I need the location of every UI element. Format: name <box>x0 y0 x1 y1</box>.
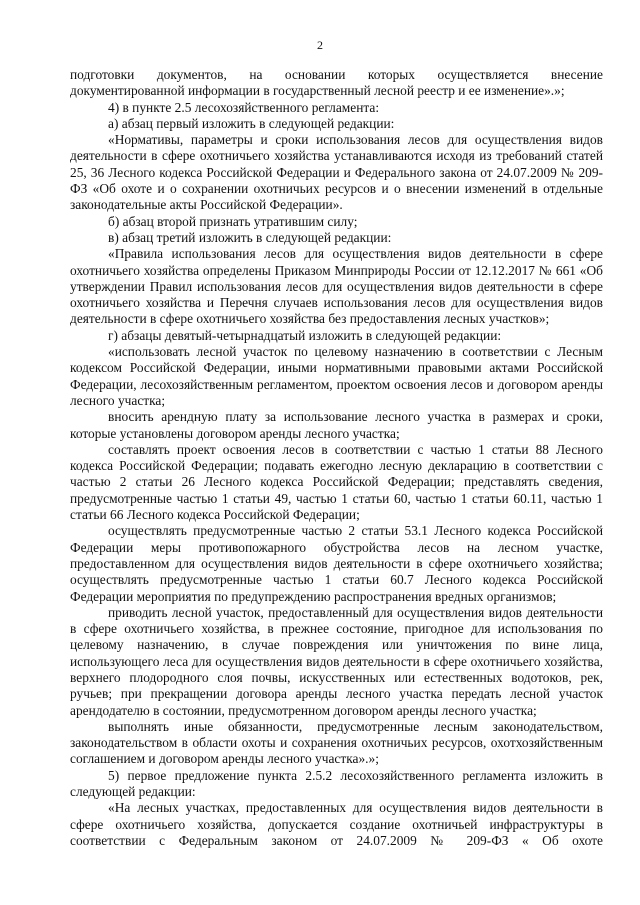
paragraph: подготовки документов, на основании которых осуществляется внесение документированной информации в государственный лесной реестр и ее изменение».»; <box>70 67 603 99</box>
paragraph: выполнять иные обязанности, предусмотренные лесным законодательством, законодательством в области охоты и сохранения охотничьих ресурсов, охотхозяйственным соглашением и договором аренды лесного участка».»; <box>70 718 603 767</box>
paragraph: г) абзацы девятый-четырнадцатый изложить в следующей редакции: <box>108 327 502 343</box>
paragraph: 4) в пункте 2.5 лесохозяйственного регламента: <box>108 99 380 115</box>
paragraph: а) абзац первый изложить в следующей редакции: <box>108 115 395 131</box>
paragraph: «Нормативы, параметры и сроки использования лесов для осуществления видов деятельности в сфере охотничьего хозяйства устанавливаются исходя из требований статей 25, 36 Лесного кодекса Российской Федерации и Федерального закона от 24.07.2009 № 209-ФЗ «Об охоте и о сохранении охотничьих ресурсов и о внесении изменений в отдельные законодательные акты Российской Федерации». <box>70 132 603 213</box>
paragraph: составлять проект освоения лесов в соответствии с частью 1 статьи 88 Лесного кодекса Российской Федерации; подавать ежегодно лесную декларацию в соответствии с частью 2 статьи 26 Лесного кодекса Российской Федерации; представлять сведения, предусмотренные частью 1 статьи 49, частью 1 статьи 60, частью 1 статьи 60.11, частью 1 статьи 66 Лесного кодекса Российской Федерации; <box>70 441 603 523</box>
paragraph: вносить арендную плату за использование лесного участка в размерах и сроки, которые установлены договором аренды лесного участка; <box>70 409 603 441</box>
paragraph: «Правила использования лесов для осуществления видов деятельности в сфере охотничьего хозяйства определены Приказом Минприроды России от 12.12.2017 № 661 «Об утверждении Правил использования лесов для осуществления видов деятельности в сфере охотничьего хозяйства и Перечня случаев использования лесов для осуществления видов деятельности в сфере охотничьего хозяйства без предоставления лесных участков»; <box>70 246 603 327</box>
paragraph: 5) первое предложение пункта 2.5.2 лесохозяйственного регламента изложить в следующей редакции: <box>70 767 603 800</box>
page-number: 2 <box>317 38 323 52</box>
paragraph: б) абзац второй признать утратившим силу; <box>108 213 358 229</box>
document-body <box>70 67 603 849</box>
paragraph: приводить лесной участок, предоставленный для осуществления видов деятельности в сфере охотничьего хозяйства, в прежнее состояние, пригодное для использования по целевому назначению, в случае повреждения или уничтожения по вине лица, использующего леса для осуществления видов деятельности в сфере охотничьего хозяйства, верхнего плодородного слоя почвы, искусственных или естественных водотоков, рек, ручьев; при прекращении договора аренды лесного участка передать лесной участок арендодателю в состоянии, предусмотренном договором аренды лесного участка; <box>70 604 603 718</box>
paragraph: в) абзац третий изложить в следующей редакции: <box>108 229 392 245</box>
paragraph: «использовать лесной участок по целевому назначению в соответствии с Лесным кодексом Российской Федерации, иными нормативными правовыми актами Российской Федерации, лесохозяйственным регламентом, проектом освоения лесов и договором аренды лесного участка; <box>70 344 603 408</box>
paragraph: «На лесных участках, предоставленных для осуществления видов деятельности в сфере охотничьего хозяйства, допускается создание охотничьей инфраструктуры в соответствии с Федеральным законом от 24.07.2009 № 209-ФЗ « Об охоте <box>70 800 603 848</box>
paragraph: осуществлять предусмотренные частью 2 статьи 53.1 Лесного кодекса Российской Федерации меры противопожарного обустройства лесов на лесном участке, предоставленном для осуществления видов деятельности в сфере охотничьего хозяйства; осуществлять предусмотренные частью 1 статьи 60.7 Лесного кодекса Российской Федерации мероприятия по предупреждению распространения вредных организмов; <box>70 523 603 604</box>
